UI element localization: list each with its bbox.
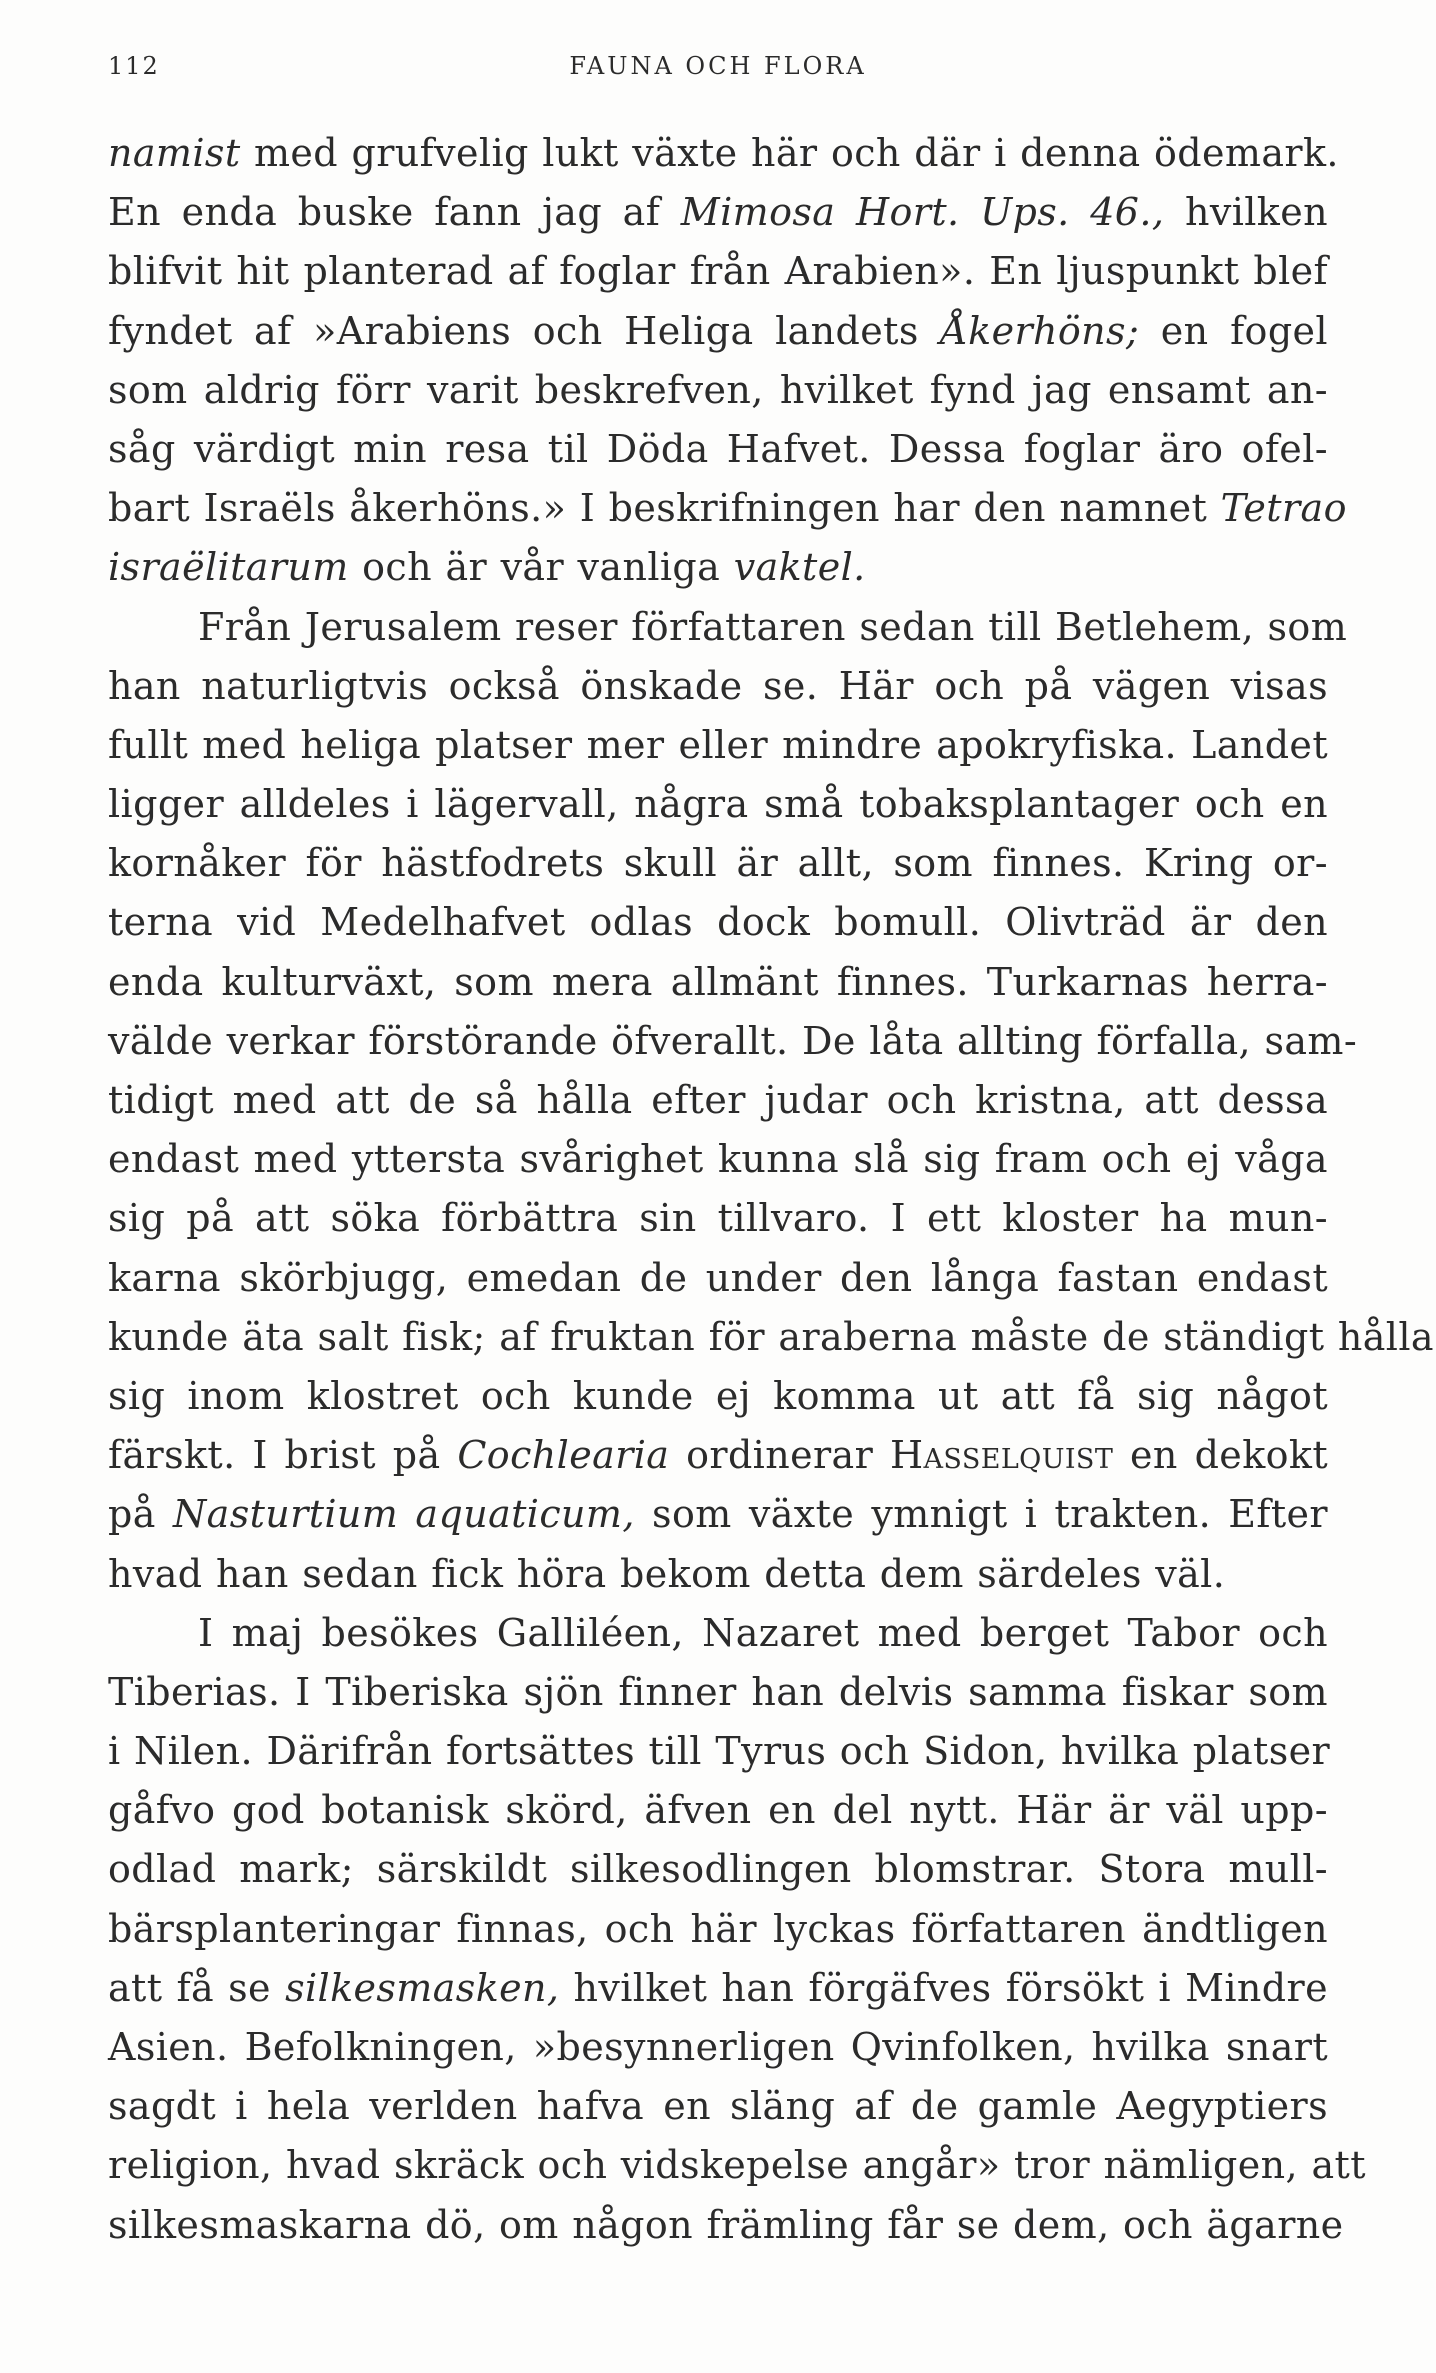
text-segment: silkesmaskarna dö, om någon främling får se dem, och ägarne	[108, 2202, 1344, 2247]
text-segment: Tiberias. I Tiberiska sjön finner han delvis samma fiskar som	[108, 1669, 1328, 1714]
text-segment: att få se	[108, 1965, 286, 2010]
text-segment: sig på att söka förbättra sin tillvaro. I ett kloster ha mun-	[108, 1196, 1328, 1241]
text-segment: fullt med heliga platser mer eller mindre apokryfiska. Landet	[108, 722, 1328, 767]
text-line	[108, 1012, 1358, 1071]
text-line	[108, 2018, 1328, 2077]
text-segment: välde verkar förstörande öfverallt. De låta allting förfalla, sam-	[108, 1018, 1358, 1063]
text-line	[108, 242, 1328, 301]
italic-term: Mimosa Hort. Ups. 46.,	[680, 190, 1165, 235]
text-segment: han naturligtvis också önskade se. Här och på vägen visas	[108, 663, 1328, 708]
text-segment: med grufvelig lukt växte här och där i denna ödemark.	[240, 131, 1339, 175]
text-line	[108, 953, 1328, 1012]
text-segment: terna vid Medelhafvet odlas dock bomull. Olivträd är den	[108, 900, 1328, 945]
text-segment: Från Jerusalem reser författaren sedan till Betlehem, som	[198, 604, 1348, 649]
text-line	[108, 538, 1328, 597]
text-line	[108, 893, 1328, 952]
text-line	[108, 1663, 1328, 1722]
text-line	[108, 124, 1339, 183]
text-line	[108, 1249, 1328, 1308]
text-segment: såg värdigt min resa til Döda Hafvet. Dessa foglar äro ofel-	[108, 426, 1328, 471]
text-segment: på	[108, 1492, 173, 1537]
text-segment: och är vår vanliga	[348, 545, 734, 590]
italic-term: namist	[108, 131, 241, 175]
italic-term: Nasturtium aquaticum,	[172, 1492, 635, 1537]
text-line	[108, 1959, 1328, 2018]
text-segment: bart Israëls åkerhöns.» I beskrifningen har den namnet	[108, 486, 1221, 531]
text-line	[108, 598, 1348, 657]
body-text	[108, 124, 1434, 2255]
text-line	[108, 302, 1328, 361]
text-segment: i Nilen. Därifrån fortsättes till Tyrus och Sidon, hvilka platser	[108, 1729, 1331, 1774]
text-segment: en dekokt	[1113, 1433, 1328, 1478]
text-segment: hvilken	[1164, 190, 1328, 235]
text-line	[108, 1722, 1331, 1781]
text-segment: endast med yttersta svårighet kunna slå sig fram och ej våga	[108, 1137, 1328, 1182]
text-segment: kunde äta salt fisk; af fruktan för araberna måste de ständigt hålla	[108, 1314, 1434, 1359]
text-segment: I maj besökes Galliléen, Nazaret med berget Tabor och	[198, 1610, 1328, 1655]
page-number: 112	[108, 52, 160, 80]
text-line	[108, 1308, 1434, 1367]
text-segment: hvilket han förgäfves försökt i Mindre	[559, 1965, 1328, 2010]
text-line	[108, 1071, 1328, 1130]
text-line	[108, 1130, 1328, 1189]
running-title: FAUNA OCH FLORA	[569, 52, 867, 80]
text-line	[108, 1545, 1328, 1604]
text-segment: religion, hvad skräck och vidskepelse angår» tror nämligen, att	[108, 2143, 1366, 2188]
text-line	[108, 420, 1328, 479]
text-segment: hvad han sedan fick höra bekom detta dem särdeles väl.	[108, 1551, 1226, 1596]
text-segment: karna skörbjugg, emedan de under den långa fastan endast	[108, 1255, 1328, 1300]
text-segment: kornåker för hästfodrets skull är allt, som finnes. Kring or-	[108, 841, 1328, 886]
text-segment: En enda buske fann jag af	[108, 190, 681, 235]
text-line	[108, 657, 1328, 716]
text-segment: en fogel	[1139, 308, 1328, 353]
text-segment: gåfvo god botanisk skörd, äfven en del nytt. Här är väl upp-	[108, 1788, 1328, 1833]
text-segment: tidigt med att de så hålla efter judar och kristna, att dessa	[108, 1078, 1328, 1122]
text-line	[108, 1900, 1328, 1959]
italic-term: silkesmasken,	[285, 1965, 560, 2010]
text-segment: färskt. I brist på	[108, 1433, 458, 1478]
text-segment: som växte ymnigt i trakten. Efter	[634, 1492, 1328, 1537]
text-line	[108, 1485, 1328, 1544]
text-line	[108, 479, 1347, 538]
text-segment: bärsplanteringar finnas, och här lyckas författaren ändtligen	[108, 1906, 1328, 1951]
text-segment: blifvit hit planterad af foglar från Arabien». En ljuspunkt blef	[108, 249, 1328, 294]
text-line	[108, 2077, 1328, 2136]
text-line	[108, 834, 1328, 893]
text-segment: som aldrig förr varit beskrefven, hvilket fynd jag ensamt an-	[108, 367, 1328, 412]
italic-term: Tetrao	[1220, 486, 1347, 531]
text-segment: odlad mark; särskildt silkesodlingen blomstrar. Stora mull-	[108, 1847, 1328, 1892]
text-line	[108, 1604, 1328, 1663]
text-line	[108, 716, 1328, 775]
text-segment: fyndet af »Arabiens och Heliga landets	[108, 308, 941, 353]
italic-term: vaktel.	[733, 545, 866, 590]
text-line	[108, 1781, 1328, 1840]
text-line	[108, 2196, 1344, 2255]
text-line	[108, 1840, 1328, 1899]
text-line	[108, 1189, 1328, 1248]
text-segment: ligger alldeles i lägervall, några små tobaksplantager och en	[108, 782, 1328, 827]
italic-term: Cochlearia	[457, 1433, 670, 1478]
text-line	[108, 1367, 1328, 1426]
text-segment: sig inom klostret och kunde ej komma ut att få sig något	[108, 1373, 1328, 1418]
author-name: Hasselquist	[889, 1433, 1114, 1478]
text-line	[108, 2136, 1366, 2195]
text-segment: sagdt i hela verlden hafva en släng af de gamle Aegyptiers	[108, 2084, 1328, 2129]
italic-term: israëlitarum	[108, 545, 349, 590]
italic-term: Åkerhöns;	[940, 308, 1140, 353]
text-segment: enda kulturväxt, som mera allmänt finnes. Turkarnas herra-	[108, 959, 1328, 1004]
text-line	[108, 1426, 1328, 1485]
text-line	[108, 183, 1328, 242]
text-line	[108, 775, 1328, 834]
text-segment: Asien. Befolkningen, »besynnerligen Qvinfolken, hvilka snart	[108, 2025, 1328, 2069]
text-segment: ordinerar	[669, 1433, 890, 1478]
page-header	[108, 52, 1328, 92]
text-line	[108, 361, 1328, 420]
